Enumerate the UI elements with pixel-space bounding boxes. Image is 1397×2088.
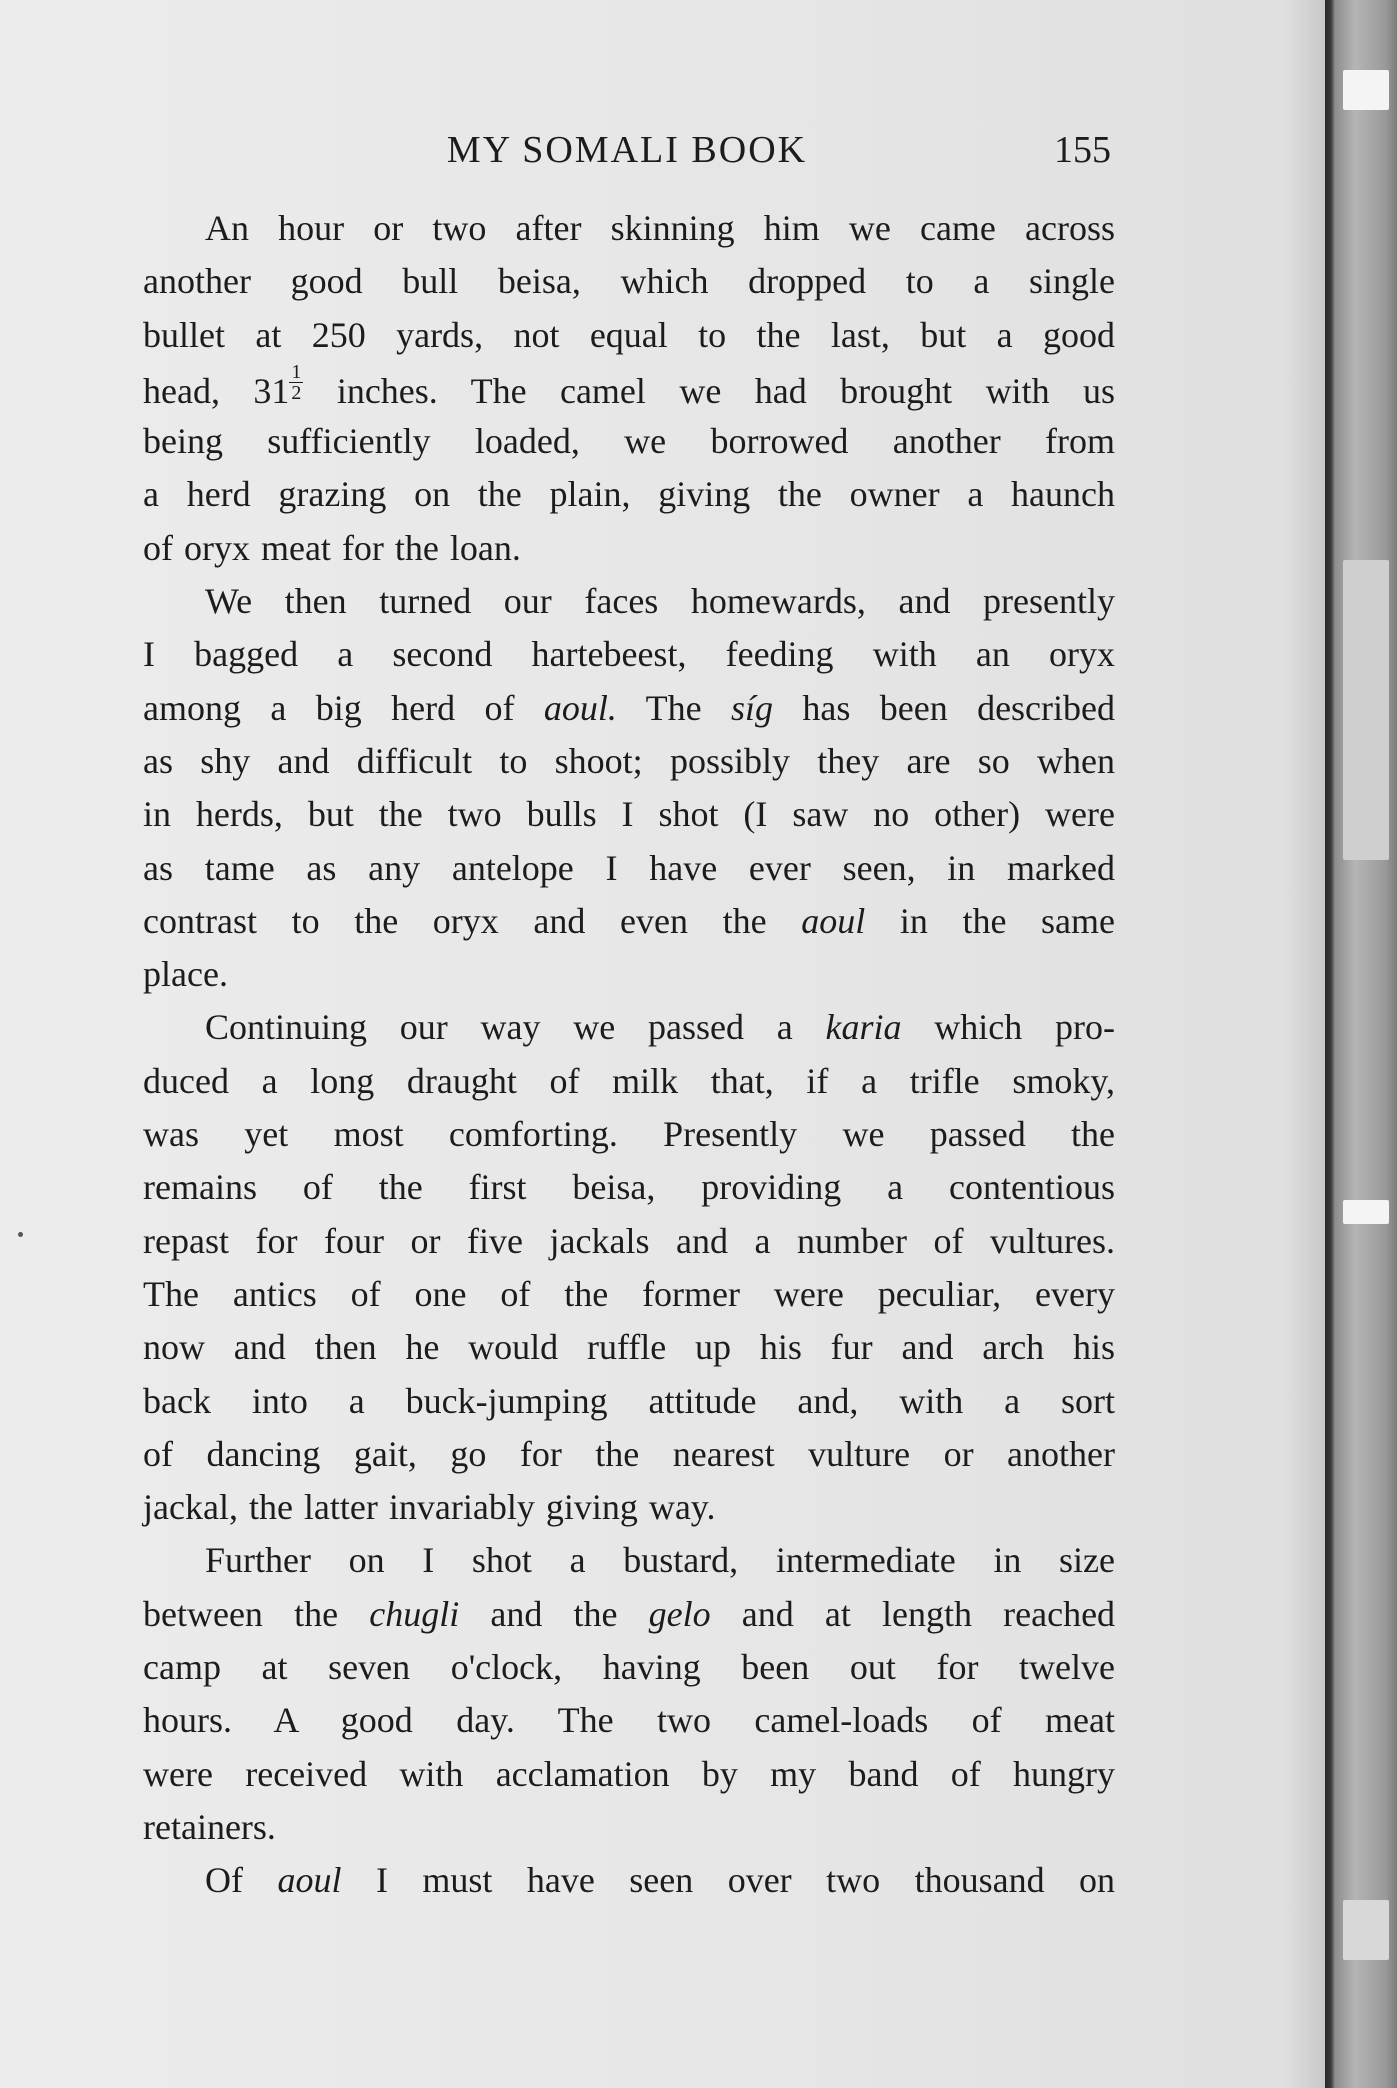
edge-paper-chip [1343,70,1389,110]
text-line: as shy and difficult to shoot; possibly they are so when [143,740,1115,781]
text-line: hours. A good day. The two camel-loads of meat [143,1700,1115,1741]
text-line: back into a buck-jumping attitude and, with a sort [143,1380,1115,1421]
running-head-title: MY SOMALI BOOK [446,129,808,171]
text-line: were received with acclamation by my band of hungry [143,1753,1115,1794]
text-line: jackal, the latter invariably giving way. [143,1487,716,1528]
text-line: repast for four or five jackals and a number of vultures. [143,1220,1115,1261]
text-line: among a big herd of aoul. The síg has been described [143,687,1116,728]
text-line: An hour or two after skinning him we came across [205,208,1115,248]
text-line: duced a long draught of milk that, if a trifle smoky, [143,1060,1115,1101]
text-line: place. [143,954,228,995]
page-gutter-shadow [1285,0,1325,2088]
text-line: contrast to the oryx and even the aoul in the same [143,900,1116,941]
text-line: head, 31 $\frac{1}{2}$ inches. The camel we had brought with us [143,360,1116,411]
text-line: of oryx meat for the loan. [143,527,521,568]
text-line: a herd grazing on the plain, giving the owner a haunch [143,474,1115,515]
text-line: in herds, but the two bulls I shot (I saw no other) were [143,794,1115,835]
text-line: Further on I shot a bustard, intermediate in size [205,1540,1115,1581]
page-number: 155 [1054,129,1111,171]
text-line: Continuing our way we passed a karia which pro- [205,1007,1115,1048]
page-edge [1325,0,1397,2088]
text-line: Of aoul I must have seen over two thousand on [205,1860,1116,1901]
text-line: being sufficiently loaded, we borrowed another from [143,421,1115,462]
text-line: as tame as any antelope I have ever seen, in marked [143,847,1115,888]
text-line: between the chugli and the gelo and at length reached [143,1593,1116,1634]
edge-paper-chip [1343,560,1389,860]
text-line: I bagged a second hartebeest, feeding with an oryx [143,634,1115,675]
text-line: of dancing gait, go for the nearest vulture or another [143,1433,1115,1474]
text-line: another good bull beisa, which dropped to a single [143,261,1115,302]
text-line: We then turned our faces homewards, and presently [205,581,1115,622]
text-line: remains of the first beisa, providing a contentious [143,1167,1115,1208]
edge-paper-chip [1343,1900,1389,1960]
edge-paper-chip [1343,1200,1389,1224]
running-head [143,128,1111,184]
text-line: The antics of one of the former were peculiar, every [143,1273,1115,1314]
text-line: was yet most comforting. Presently we passed the [143,1114,1115,1155]
text-line: bullet at 250 yards, not equal to the last, but a good [143,314,1115,355]
body-text [143,202,1115,1908]
paper-speck [18,1232,23,1237]
text-line: camp at seven o'clock, having been out for twelve [143,1647,1115,1688]
fraction-one-half: $\frac{1}{2}$ [291,360,302,404]
text-line: retainers. [143,1806,276,1847]
text-line: now and then he would ruffle up his fur and arch his [143,1327,1115,1368]
